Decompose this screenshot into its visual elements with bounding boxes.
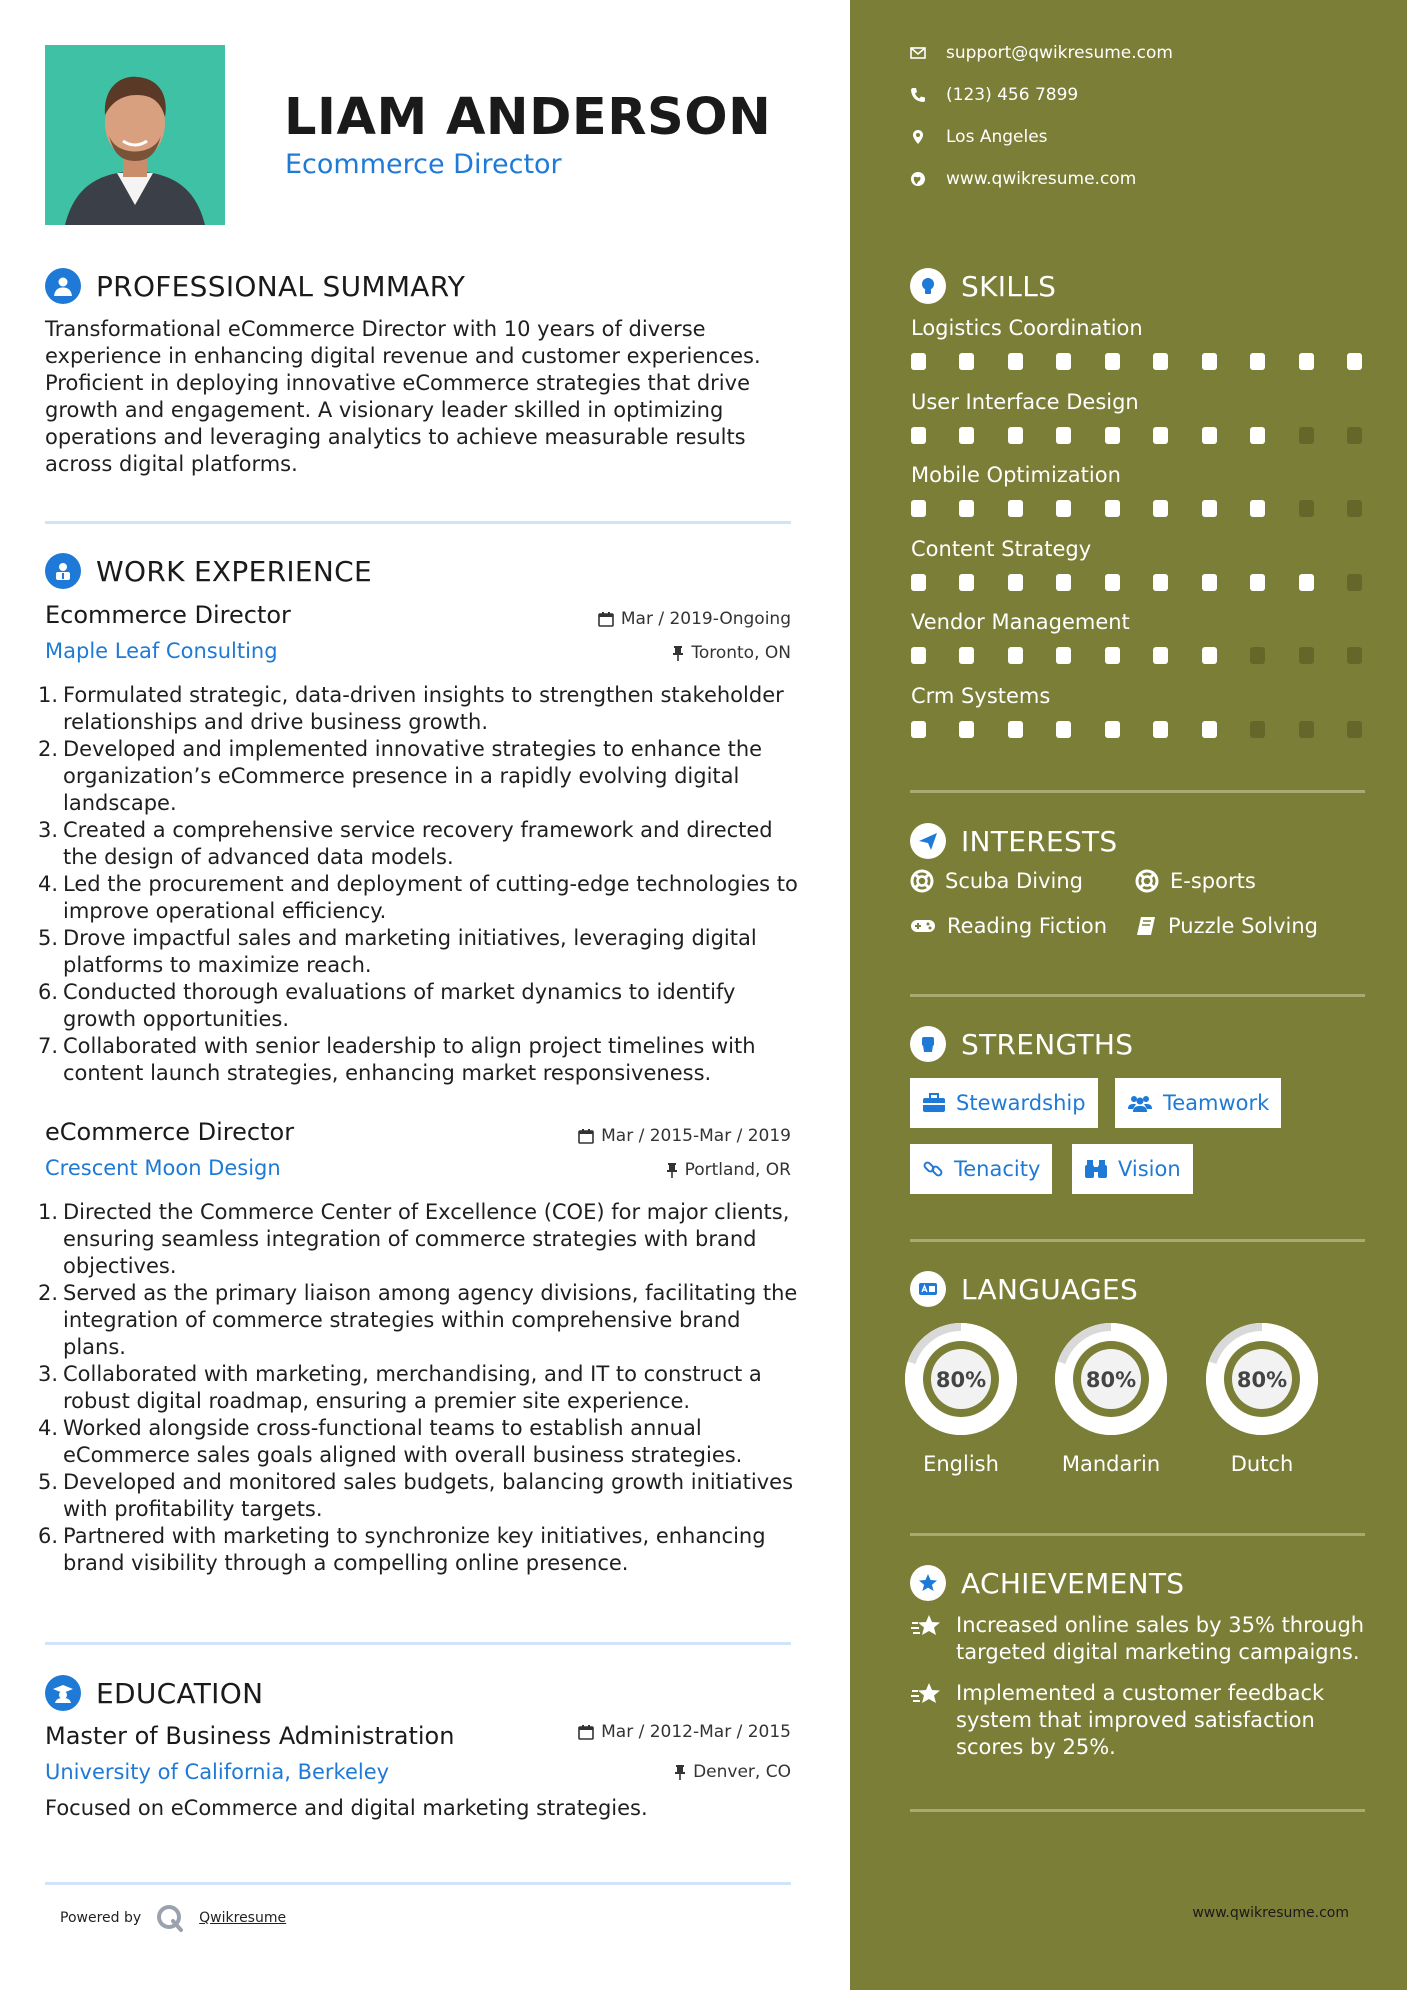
- star-icon: [910, 1681, 944, 1707]
- degree-title: Master of Business Administration: [45, 1722, 455, 1750]
- skill-dot: [1008, 353, 1023, 370]
- skill-dot: [1299, 721, 1314, 738]
- skill-dot: [911, 721, 926, 738]
- school-name: University of California, Berkeley: [45, 1760, 390, 1784]
- skill-dot: [1250, 647, 1265, 664]
- job-bullets: [38, 682, 805, 1087]
- gamepad-icon: [910, 916, 936, 936]
- skill-dot: [1105, 500, 1120, 517]
- skill-dot: [1008, 574, 1023, 591]
- skill-rating: [911, 647, 1366, 665]
- education-dates-text: Mar / 2012-Mar / 2015: [601, 1722, 791, 1742]
- skill-dot: [959, 427, 974, 444]
- strengths-heading: [910, 1026, 1133, 1062]
- skill-dot: [911, 427, 926, 444]
- skill-name: Content Strategy: [911, 537, 1092, 561]
- education-dates: [578, 1722, 791, 1742]
- qwikresume-logo-icon: [155, 1903, 185, 1933]
- list-item: 5. Drove impactful sales and marketing initiatives, leveraging digital platforms to maximize reach.: [38, 926, 757, 977]
- summary-heading: [45, 268, 465, 304]
- pin-icon: [672, 645, 684, 661]
- language-item: [1201, 1318, 1323, 1476]
- qwikresume-link[interactable]: Qwikresume: [199, 1910, 287, 1926]
- contact-location: [910, 127, 1048, 147]
- pin-icon: [674, 1764, 686, 1780]
- skill-dot: [1202, 647, 1217, 664]
- skill-dot: [1153, 353, 1168, 370]
- experience-title: WORK EXPERIENCE: [96, 554, 372, 588]
- job-title: eCommerce Director: [45, 1118, 295, 1146]
- skill-rating: [911, 427, 1366, 445]
- website-text: www.qwikresume.com: [946, 169, 1137, 189]
- summary-text: Transformational eCommerce Director with 10 years of diverse experience in enhancing digital revenue and customer experiences. Proficient in deploying innovative eCommerce strategies that drive growth and engagement. A visionary leader skilled in optimizing operations and leveraging analytics to achieve measurable results across digital platforms.: [45, 317, 761, 476]
- skill-dot: [1299, 574, 1314, 591]
- list-item: 4. Worked alongside cross-functional teams to establish annual eCommerce sales goals aligned with overall business strategies.: [38, 1416, 743, 1467]
- pin-icon: [666, 1162, 678, 1178]
- candidate-name: LIAM ANDERSON: [284, 88, 772, 147]
- interest-item: E-sports: [1135, 869, 1256, 893]
- skill-dot: [959, 647, 974, 664]
- skill-dot: [1347, 353, 1362, 370]
- divider: [910, 1533, 1365, 1536]
- skill-dot: [1008, 721, 1023, 738]
- strength-chip: Vision: [1072, 1144, 1193, 1194]
- job-dates: [578, 1126, 791, 1146]
- list-item: 6. Partnered with marketing to synchronize key initiatives, enhancing brand visibility through a compelling online presence.: [38, 1524, 766, 1575]
- location-text: Los Angeles: [946, 127, 1048, 147]
- skill-dot: [1202, 427, 1217, 444]
- skill-dot: [1056, 427, 1071, 444]
- job-dates-text: Mar / 2019-Ongoing: [620, 609, 791, 629]
- skill-dot: [1299, 500, 1314, 517]
- strengths-title: STRENGTHS: [961, 1027, 1134, 1061]
- email-text: support@qwikresume.com: [946, 43, 1173, 63]
- job-dates: [598, 609, 791, 629]
- skill-dot: [1347, 574, 1362, 591]
- skill-dot: [1250, 721, 1265, 738]
- contact-website[interactable]: [910, 169, 1136, 189]
- users-icon: [1127, 1093, 1153, 1113]
- job-location-text: Toronto, ON: [691, 643, 791, 663]
- interest-item: Puzzle Solving: [1135, 914, 1318, 938]
- lifebuoy-icon: [1135, 869, 1159, 893]
- job-dates-text: Mar / 2015-Mar / 2019: [601, 1126, 791, 1146]
- skill-dot: [1347, 500, 1362, 517]
- envelope-icon: [910, 46, 926, 60]
- skill-name: Logistics Coordination: [911, 316, 1143, 340]
- skill-dot: [959, 574, 974, 591]
- briefcase-user-icon: [45, 553, 81, 589]
- divider: [45, 521, 791, 524]
- skill-dot: [911, 574, 926, 591]
- job-location: [672, 643, 791, 663]
- fist-icon: [910, 1026, 946, 1062]
- skill-dot: [1250, 574, 1265, 591]
- education-title: EDUCATION: [96, 1676, 264, 1710]
- skill-name: User Interface Design: [911, 390, 1139, 414]
- divider: [910, 1239, 1365, 1242]
- interests-heading: [910, 823, 1118, 859]
- skill-dot: [911, 353, 926, 370]
- lightbulb-icon: [910, 268, 946, 304]
- achievement-item: Increased online sales by 35% through targeted digital marketing campaigns.: [910, 1612, 1365, 1666]
- skill-dot: [1056, 574, 1071, 591]
- job-company: Maple Leaf Consulting: [45, 639, 278, 663]
- job-location: [666, 1160, 791, 1180]
- skills-heading: [910, 268, 1056, 304]
- language-item: [1050, 1318, 1172, 1476]
- languages-title: LANGUAGES: [961, 1272, 1139, 1306]
- globe-icon: [910, 171, 926, 187]
- list-item: 5. Developed and monitored sales budgets, balancing growth initiatives with profitability targets.: [38, 1470, 794, 1521]
- skill-dot: [1299, 353, 1314, 370]
- skill-dot: [1202, 721, 1217, 738]
- achievements-title: ACHIEVEMENTS: [961, 1566, 1185, 1600]
- skill-dot: [1347, 427, 1362, 444]
- paper-plane-icon: [910, 823, 946, 859]
- skill-dot: [1250, 427, 1265, 444]
- map-marker-icon: [910, 129, 926, 145]
- phone-icon: [910, 87, 926, 103]
- skill-dot: [1347, 647, 1362, 664]
- language-name: Mandarin: [1061, 1452, 1161, 1476]
- skill-dot: [1153, 647, 1168, 664]
- skill-dot: [959, 721, 974, 738]
- powered-by-label: Powered by: [60, 1910, 142, 1926]
- sidebar: [850, 0, 1407, 1990]
- skill-dot: [1105, 574, 1120, 591]
- book-icon: [1135, 915, 1157, 937]
- list-item: 1. Formulated strategic, data-driven insights to strengthen stakeholder relationships and drive business growth.: [38, 683, 784, 734]
- list-item: 4. Led the procurement and deployment of cutting-edge technologies to improve operational efficiency.: [38, 872, 798, 923]
- binoculars-icon: [1084, 1159, 1108, 1179]
- skill-dot: [959, 353, 974, 370]
- job-title: Ecommerce Director: [45, 601, 291, 629]
- divider: [910, 994, 1365, 997]
- link-icon: [922, 1158, 944, 1180]
- strength-chip: Teamwork: [1115, 1078, 1281, 1128]
- skill-rating: [911, 574, 1366, 592]
- skill-dot: [1056, 353, 1071, 370]
- divider: [45, 1642, 791, 1645]
- language-name: English: [923, 1452, 999, 1476]
- skill-dot: [959, 500, 974, 517]
- list-item: 1. Directed the Commerce Center of Excellence (COE) for major clients, ensuring seamless integration of commerce strategies with brand objectives.: [38, 1200, 790, 1278]
- divider: [910, 1809, 1365, 1812]
- education-description: Focused on eCommerce and digital marketing strategies.: [45, 1796, 648, 1820]
- skill-dot: [1008, 647, 1023, 664]
- skill-dot: [1105, 721, 1120, 738]
- contact-phone[interactable]: [910, 85, 1078, 105]
- skill-dot: [911, 500, 926, 517]
- achievement-item: Implemented a customer feedback system that improved satisfaction scores by 25%.: [910, 1680, 1365, 1761]
- skill-dot: [1299, 427, 1314, 444]
- interest-item: Reading Fiction: [910, 914, 1107, 938]
- powered-by: [60, 1903, 286, 1933]
- divider: [45, 1882, 791, 1885]
- languages-heading: [910, 1271, 1138, 1307]
- briefcase-icon: [922, 1093, 946, 1113]
- skill-rating: [911, 721, 1366, 739]
- language-percent: 80%: [1085, 1368, 1137, 1392]
- strength-chip: Tenacity: [910, 1144, 1052, 1194]
- job-bullets: [38, 1199, 805, 1577]
- language-percent: 80%: [1236, 1368, 1288, 1392]
- skill-name: Mobile Optimization: [911, 463, 1121, 487]
- skills-title: SKILLS: [961, 269, 1057, 303]
- star-badge-icon: [910, 1565, 946, 1601]
- list-item: 3. Collaborated with marketing, merchandising, and IT to construct a robust digital roadmap, ensuring a premier site experience.: [38, 1362, 762, 1413]
- education-location-text: Denver, CO: [693, 1762, 791, 1782]
- graduation-icon: [45, 1675, 81, 1711]
- star-icon: [910, 1613, 944, 1639]
- language-percent: 80%: [935, 1368, 987, 1392]
- skill-dot: [1299, 647, 1314, 664]
- list-item: 7. Collaborated with senior leadership to align project timelines with content launch strategies, enhancing market responsiveness.: [38, 1034, 756, 1085]
- skill-rating: [911, 353, 1366, 371]
- interest-item: Scuba Diving: [910, 869, 1083, 893]
- skill-dot: [1008, 500, 1023, 517]
- achievements-heading: [910, 1565, 1184, 1601]
- candidate-role: Ecommerce Director: [285, 149, 562, 180]
- skill-dot: [1056, 721, 1071, 738]
- skill-dot: [1008, 427, 1023, 444]
- skill-dot: [1153, 574, 1168, 591]
- job-company: Crescent Moon Design: [45, 1156, 281, 1180]
- skill-dot: [1250, 353, 1265, 370]
- footer-url[interactable]: www.qwikresume.com: [1192, 1905, 1349, 1921]
- skill-dot: [1202, 353, 1217, 370]
- skill-name: Crm Systems: [911, 684, 1051, 708]
- list-item: 2. Served as the primary liaison among agency divisions, facilitating the integration of commerce strategies within comprehensive brand plans.: [38, 1281, 798, 1359]
- skill-dot: [1105, 353, 1120, 370]
- skill-dot: [1056, 647, 1071, 664]
- skill-dot: [1347, 721, 1362, 738]
- skill-rating: [911, 500, 1366, 518]
- language-item: [900, 1318, 1022, 1476]
- list-item: 6. Conducted thorough evaluations of market dynamics to identify growth opportunities.: [38, 980, 736, 1031]
- interests-title: INTERESTS: [961, 824, 1118, 858]
- contact-email[interactable]: [910, 43, 1173, 63]
- calendar-icon: [578, 1724, 594, 1740]
- job-location-text: Portland, OR: [684, 1160, 791, 1180]
- strength-chip: Stewardship: [910, 1078, 1098, 1128]
- skill-dot: [1202, 500, 1217, 517]
- language-icon: [910, 1271, 946, 1307]
- skill-name: Vendor Management: [911, 610, 1130, 634]
- skill-dot: [1202, 574, 1217, 591]
- experience-heading: [45, 553, 372, 589]
- phone-text: (123) 456 7899: [946, 85, 1079, 105]
- language-name: Dutch: [1230, 1452, 1294, 1476]
- skill-dot: [1153, 721, 1168, 738]
- skill-dot: [1105, 647, 1120, 664]
- skill-dot: [1105, 427, 1120, 444]
- skill-dot: [1056, 500, 1071, 517]
- skill-dot: [911, 647, 926, 664]
- calendar-icon: [578, 1128, 594, 1144]
- skill-dot: [1153, 500, 1168, 517]
- skill-dot: [1250, 500, 1265, 517]
- skill-dot: [1153, 427, 1168, 444]
- summary-title: PROFESSIONAL SUMMARY: [96, 269, 466, 303]
- list-item: 3. Created a comprehensive service recovery framework and directed the design of advanced data models.: [38, 818, 773, 869]
- calendar-icon: [598, 611, 614, 627]
- user-icon: [45, 268, 81, 304]
- profile-photo: [45, 45, 225, 225]
- education-location: [674, 1762, 791, 1782]
- divider: [910, 790, 1365, 793]
- education-heading: [45, 1675, 263, 1711]
- lifebuoy-icon: [910, 869, 934, 893]
- list-item: 2. Developed and implemented innovative strategies to enhance the organization’s eCommerce presence in a rapidly evolving digital landscape.: [38, 737, 763, 815]
